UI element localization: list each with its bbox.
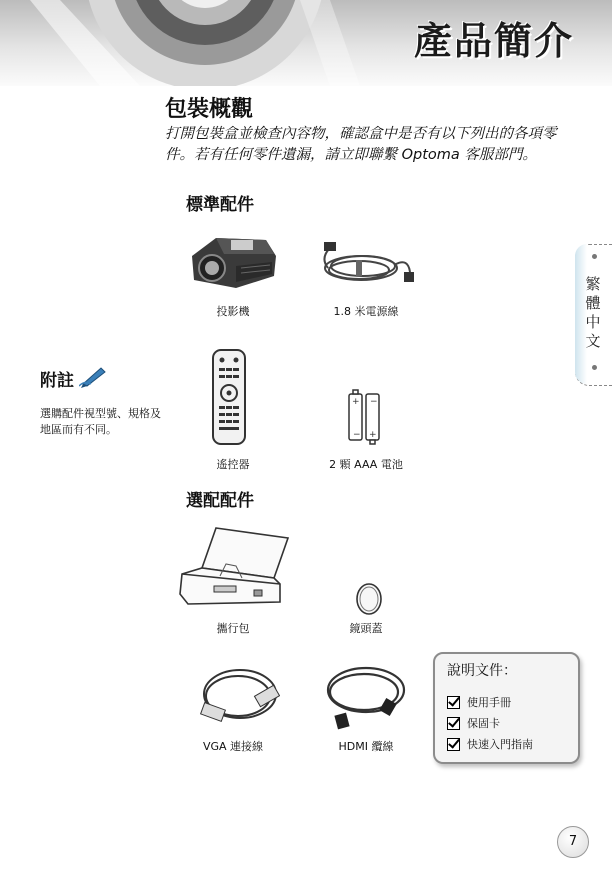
checkbox-checked-icon: [447, 738, 460, 751]
tab-dot-top: [592, 254, 597, 259]
standard-accessories-heading: 標準配件: [186, 195, 254, 215]
tab-dot-bottom: [592, 365, 597, 370]
documentation-box: [433, 652, 580, 764]
checkbox-checked-icon: [447, 717, 460, 730]
vga-cable-icon: [196, 660, 280, 732]
item-label-projector: 投影機: [216, 305, 250, 318]
note-title: 附註: [40, 371, 74, 391]
item-label-vga-cable: VGA 連接線: [202, 740, 264, 753]
battery-icon: [344, 388, 384, 446]
note-text: 選購配件視型號、規格及地區而有不同。: [40, 407, 161, 436]
documentation-item: [447, 694, 511, 710]
documentation-item: [447, 715, 500, 731]
svg-text:−: −: [353, 430, 361, 440]
hdmi-cable-icon: [320, 660, 410, 732]
documentation-item: [447, 736, 533, 752]
documentation-title: 說明文件：: [447, 663, 517, 679]
projector-icon: [186, 226, 281, 294]
language-label: 繁體中文: [585, 275, 601, 350]
svg-text:+: +: [369, 430, 377, 440]
item-label-hdmi-cable: HDMI 纜線: [338, 740, 394, 753]
item-label-lens-cap: 鏡頭蓋: [349, 622, 383, 635]
item-label-carrying-case: 攜行包: [216, 622, 250, 635]
pen-icon: [79, 364, 109, 388]
carrying-case-icon: [176, 524, 294, 608]
item-label-remote: 遙控器: [216, 458, 250, 471]
documentation-item-label: 快速入門指南: [467, 738, 533, 751]
checkbox-checked-icon: [447, 696, 460, 709]
item-label-power-cord: 1.8 米電源線: [333, 305, 399, 318]
svg-text:−: −: [370, 397, 378, 407]
remote-control-icon: [210, 348, 248, 448]
documentation-item-label: 使用手冊: [467, 696, 511, 709]
intro-paragraph: 打開包裝盒並檢查內容物，確認盒中是否有以下列出的各項零件。若有任何零件遺漏，請立即聯繫 Optoma 客服部門。: [165, 126, 557, 163]
power-cord-icon: [316, 238, 416, 290]
page-number: 7: [557, 826, 589, 858]
item-label-batteries: 2 顆 AAA 電池: [329, 458, 403, 471]
svg-text:+: +: [352, 397, 360, 407]
optional-accessories-heading: 選配配件: [186, 491, 254, 511]
lens-cap-icon: [355, 582, 383, 616]
documentation-item-label: 保固卡: [467, 717, 500, 730]
page-header: [0, 0, 612, 86]
chapter-title: 產品簡介: [413, 19, 574, 63]
section-title: 包裝概觀: [165, 97, 254, 122]
